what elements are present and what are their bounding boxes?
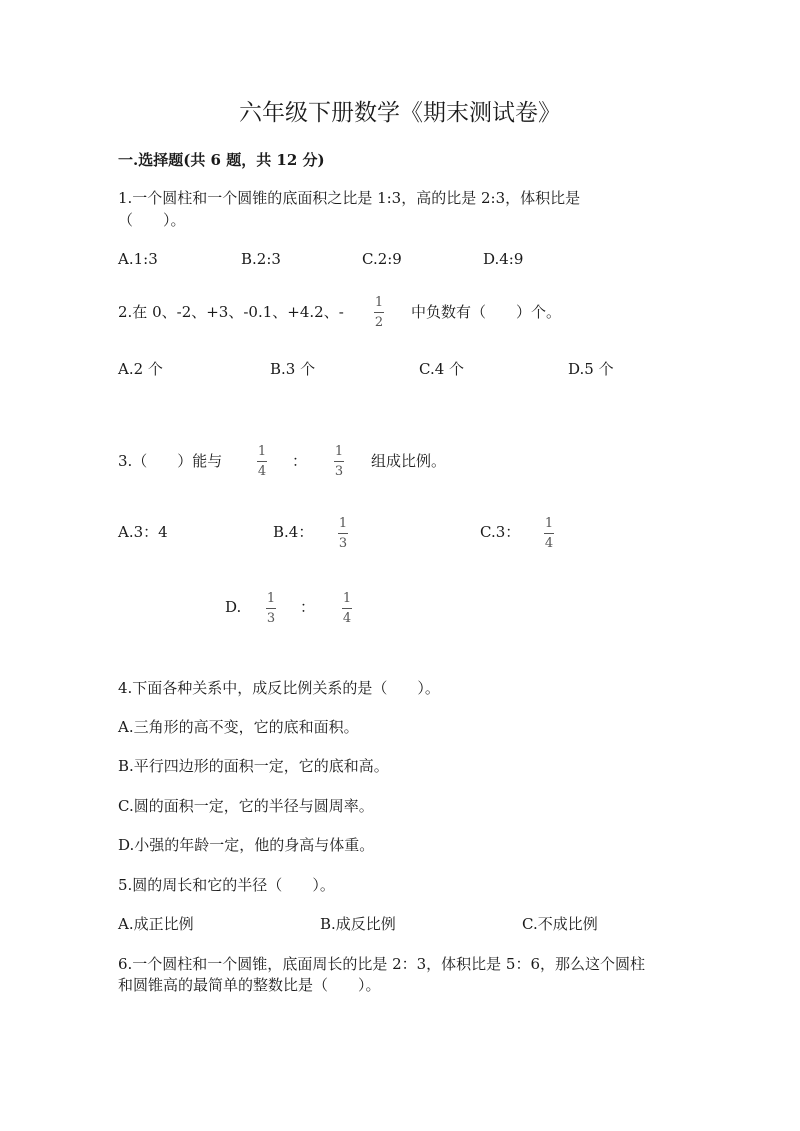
fraction-bar	[342, 608, 352, 609]
q4-option-c: C.圆的面积一定，它的半径与圆周率。	[118, 797, 374, 815]
fraction-numerator: 1	[544, 516, 554, 531]
fraction-bar	[374, 312, 384, 313]
question-5-stem: 5.圆的周长和它的半径（ ）。	[118, 876, 335, 894]
fraction-numerator: 1	[266, 591, 276, 606]
question-4-stem: 4.下面各种关系中，成反比例关系的是（ ）。	[118, 679, 440, 697]
fraction-denominator: 4	[544, 536, 554, 551]
fraction-denominator: 3	[338, 536, 348, 551]
q2-option-c: C.4 个	[419, 360, 465, 378]
question-6-stem: 6.一个圆柱和一个圆锥，底面周长的比是 2：3，体积比是 5：6，那么这个圆柱	[118, 955, 646, 973]
fraction-numerator: 1	[342, 591, 352, 606]
question-3-stem: 3.（ ）能与	[118, 452, 223, 470]
q5-option-a: A.成正比例	[118, 915, 194, 933]
fraction-denominator: 4	[257, 464, 267, 479]
q2-option-a: A.2 个	[118, 360, 163, 378]
q3-colon: ：	[292, 452, 308, 470]
question-1-stem-cont: （ ）。	[118, 211, 186, 229]
fraction-bar	[334, 461, 344, 462]
q5-option-c: C.不成比例	[522, 915, 598, 933]
q3-option-a: A.3：4	[118, 523, 168, 541]
section-heading: 一.选择题(共 6 题，共 12 分)	[118, 151, 325, 169]
fraction-denominator: 3	[266, 611, 276, 626]
question-2-stem: 2.在 0、-2、+3、-0.1、+4.2、-	[118, 303, 344, 321]
fraction-numerator: 1	[338, 516, 348, 531]
q1-option-c: C.2:9	[362, 250, 402, 268]
q2-fraction	[374, 295, 384, 330]
q1-option-d: D.4:9	[483, 250, 524, 268]
fraction-denominator: 3	[334, 464, 344, 479]
fraction-numerator: 1	[374, 295, 384, 310]
q3-option-c-fraction	[544, 516, 554, 551]
q3-option-c: C.3：	[480, 523, 521, 541]
fraction-denominator: 4	[342, 611, 352, 626]
q1-option-b: B.2:3	[241, 250, 281, 268]
fraction-bar	[544, 533, 554, 534]
q2-option-b: B.3 个	[270, 360, 316, 378]
fraction-bar	[266, 608, 276, 609]
fraction-numerator: 1	[257, 444, 267, 459]
fraction-numerator: 1	[334, 444, 344, 459]
q1-option-a: A.1:3	[118, 250, 158, 268]
fraction-bar	[338, 533, 348, 534]
question-3-stem-end: 组成比例。	[371, 452, 447, 470]
question-6-stem-cont: 和圆锥高的最简单的整数比是（ ）。	[118, 976, 381, 994]
fraction-bar	[257, 461, 267, 462]
q3-option-b-fraction	[338, 516, 348, 551]
q4-option-b: B.平行四边形的面积一定，它的底和高。	[118, 757, 389, 775]
q5-option-b: B.成反比例	[320, 915, 396, 933]
q3-option-d: D.	[225, 598, 242, 616]
q3-option-b: B.4：	[273, 523, 314, 541]
q3-option-d-colon: ：	[300, 598, 316, 616]
q3-option-d-fraction-1	[266, 591, 276, 626]
q3-option-d-fraction-2	[342, 591, 352, 626]
q4-option-a: A.三角形的高不变，它的底和面积。	[118, 718, 359, 736]
question-1-stem: 1.一个圆柱和一个圆锥的底面积之比是 1:3，高的比是 2:3，体积比是	[118, 189, 581, 207]
q3-fraction-a	[257, 444, 267, 479]
page-title: 六年级下册数学《期末测试卷》	[239, 100, 561, 126]
q4-option-d: D.小强的年龄一定，他的身高与体重。	[118, 836, 375, 854]
fraction-denominator: 2	[374, 315, 384, 330]
q3-fraction-b	[334, 444, 344, 479]
question-2-stem-end: 中负数有（ ）个。	[411, 303, 562, 321]
q2-option-d: D.5 个	[568, 360, 614, 378]
